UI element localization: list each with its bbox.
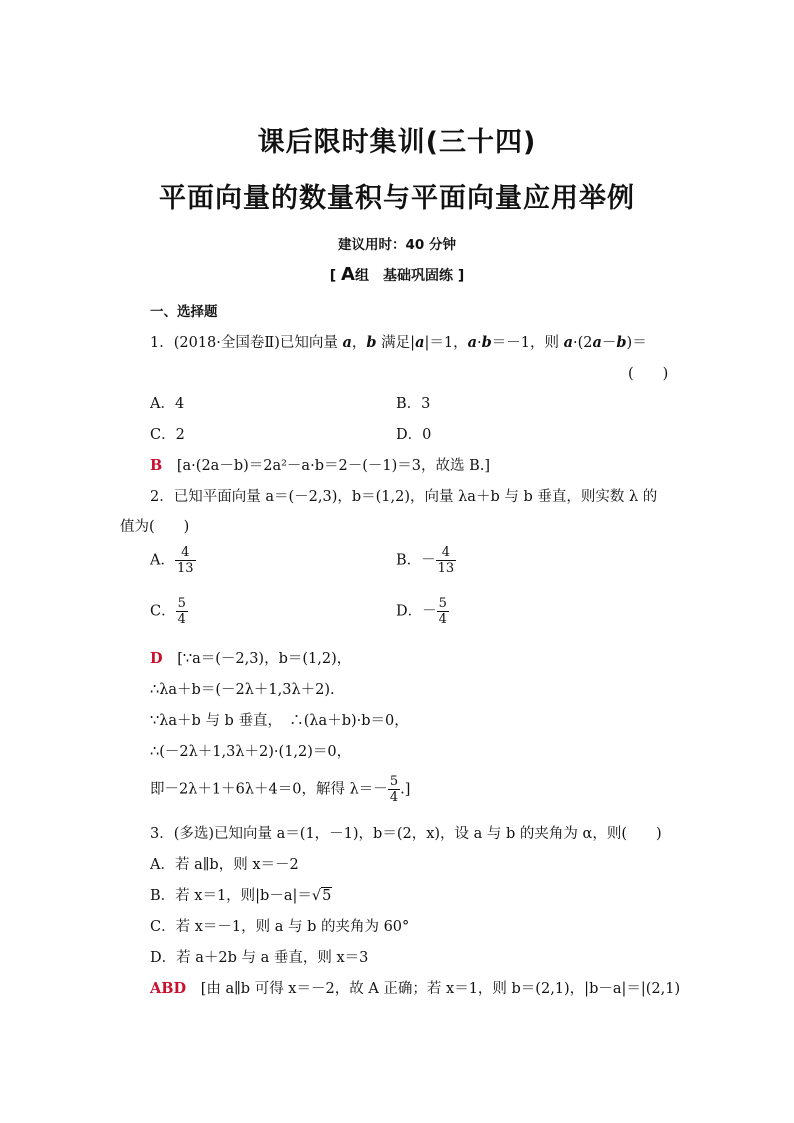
q1-answer-letter: B [150, 457, 163, 474]
q2-option-b: B．－ $\frac{4}{13}$ [396, 545, 455, 576]
q2-stem-line2: 值为( ) [120, 519, 190, 535]
sqrt-symbol: √5 [311, 888, 332, 904]
q1-option-b: B．3 [396, 396, 431, 412]
q2-solution-line2: ∴λa＋b＝(－2λ＋1,3λ＋2). [150, 682, 335, 698]
group-heading [0, 264, 794, 285]
q2-solution-line1: D [∵a＝(－2,3)，b＝(1,2)， [150, 650, 352, 667]
q1-solution-text: [a·(2a－b)＝2a²－a·b＝2－(－1)＝3，故选 B.] [176, 458, 490, 474]
section-label: 一、选择题 [150, 304, 218, 320]
q1-option-c: C．2 [150, 427, 185, 443]
q2-solution-line5: 即－2λ＋1＋6λ＋4＝0，解得 λ＝－ $\frac{5}{4}$ .] [150, 774, 411, 805]
q3-stem: 3．(多选)已知向量 a＝(1，－1)，b＝(2，x)，设 a 与 b 的夹角为 α，则( ) [150, 826, 662, 842]
page-subtitle: 平面向量的数量积与平面向量应用举例 [159, 183, 635, 214]
q2-option-d: D．－ $\frac{5}{4}$ [396, 596, 447, 627]
group-text: 组 基础巩固练 [354, 268, 453, 284]
q1-stem: 1．(2018·全国卷Ⅱ)已知向量 a，b 满足|a|＝1，a·b＝－1，则 a·(2a－b)＝ [150, 334, 647, 351]
q3-solution-text: [由 a∥b 可得 x＝－2，故 A 正确；若 x＝1，则 b＝(2,1)，|b－a|＝|(2,1) [200, 981, 681, 997]
q2-solution-line4: ∴(－2λ＋1,3λ＋2)·(1,2)＝0， [150, 744, 352, 760]
q2-solution-line3: ∵λa＋b 与 b 垂直， ∴(λa＋b)·b＝0， [150, 713, 409, 729]
q1-answer-paren: ( ) [628, 366, 669, 382]
time-note: 建议用时：40 分钟 [338, 237, 456, 253]
group-close-bracket: ] [457, 268, 465, 284]
q2-stem-line1: 2．已知平面向量 a＝(－2,3)，b＝(1,2)，向量 λa＋b 与 b 垂直，则实数 λ 的 [150, 489, 658, 505]
group-letter: A [341, 264, 355, 285]
q3-option-d: D．若 a＋2b 与 a 垂直，则 x＝3 [150, 950, 369, 966]
q3-option-c: C．若 x＝－1，则 a 与 b 的夹角为 60° [150, 919, 410, 935]
q2-option-a: A． $\frac{4}{13}$ [150, 545, 194, 576]
q3-answer-letters: ABD [150, 980, 187, 997]
q2-option-c: C． $\frac{5}{4}$ [150, 596, 186, 627]
q1-option-a: A．4 [150, 396, 185, 412]
q2-answer-letter: D [150, 650, 163, 667]
q1-option-d: D．0 [396, 427, 432, 443]
q3-option-a: A．若 a∥b，则 x＝－2 [150, 857, 299, 873]
page-title: 课后限时集训(三十四) [257, 127, 537, 158]
q1-solution [150, 454, 490, 475]
q3-option-b: B．若 x＝1，则|b－a|＝√5 [150, 888, 332, 904]
q3-solution [150, 977, 680, 998]
group-open-bracket: [ [329, 268, 337, 284]
